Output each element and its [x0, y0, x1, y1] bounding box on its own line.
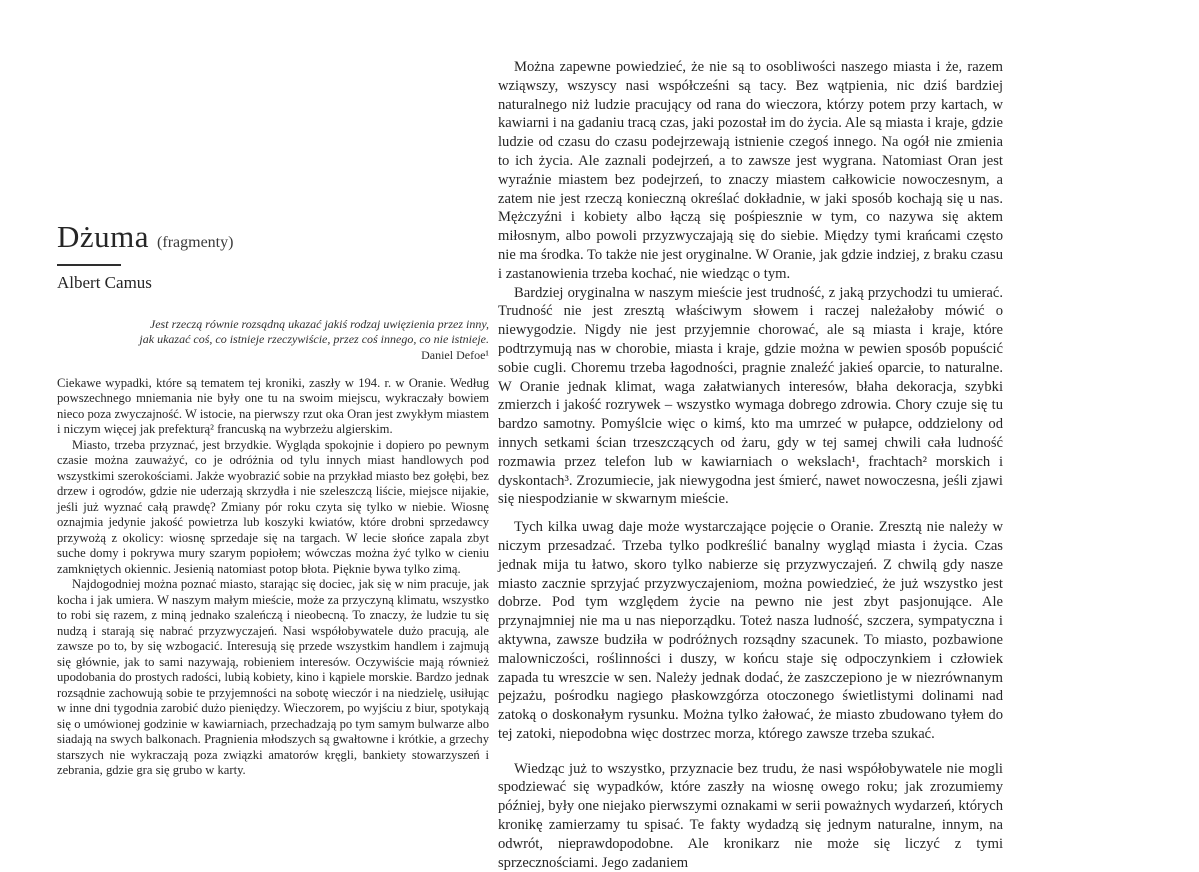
body-paragraph: Najdogodniej można poznać miasto, starając się dociec, jak się w nim pracuje, jak kocha i jak umiera. W naszym małym mieście, może za przyczyną klimatu, wszystko to robi się razem, z miną jednako szaleńczą i nieobecną. To znaczy, że ludzie tu się nudzą i starają się nabrać przyzwyczajeń. Nasi współobywatele dużo pracują, ale zawsze po to, by się wzbogacić. Interesują się przede wszystkim handlem i zajmują się głównie, jak to sami nazywają, robieniem interesów. Oczywiście mają również upodobania do prostych radości, lubią kobiety, kino i kąpiele morskie. Bardzo jednak rozsądnie zachowują sobie te przyjemności na sobotę wieczór i na niedzielę, usiłując w inne dni tygodnia zarobić dużo pieniędzy. Wieczorem, po wyjściu z biur, spotykają się o umówionej godzinie w kawiarniach, przechadzają po tym samym bulwarze albo siadają na swych balkonach. Pragnienia młodszych są gwałtowne i krótkie, a grzechy starszych nie wykraczają poza związki amatorów kręgli, bankiety stowarzyszeń i zebrania, gdzie gra się grubo w karty. — [57, 577, 489, 778]
epigraph — [57, 317, 489, 363]
epigraph-attribution: Daniel Defoe¹ — [421, 347, 489, 362]
left-page-body — [57, 376, 489, 779]
page-title — [57, 220, 489, 252]
epigraph-line-1: Jest rzeczą równie rozsądną ukazać jakiś rodzaj uwięzienia przez inny, — [149, 316, 489, 331]
right-page — [498, 58, 1003, 872]
title-fragments-label: (fragmenty) — [157, 234, 234, 251]
body-paragraph: Wiedząc już to wszystko, przyznacie bez trudu, że nasi współobywatele nie mogli spodziewać się wypadków, które zaszły na wiosnę owego roku; jak zrozumiemy później, były one niejako pierwszymi oznakami w serii poważnych wydarzeń, których kronikę zamierzamy tu spisać. Te fakty wydadzą się jednym naturalne, innym, na odwrót, nieprawdopodobne. Ale kronikarz nie może się liczyć z tymi sprzecznościami. Jego zadaniem — [498, 760, 1003, 871]
epigraph-line-2: jak ukazać coś, co istnieje rzeczywiście, przez coś innego, co nie istnieje. — [139, 331, 489, 346]
author-name: Albert Camus — [57, 273, 152, 292]
title-divider — [57, 264, 121, 266]
body-paragraph: Miasto, trzeba przyznać, jest brzydkie. Wygląda spokojnie i dopiero po pewnym czasie można zauważyć, co je odróżnia od tylu innych miast handlowych pod wszystkimi szerokościami. Jakże wyobrazić sobie na przykład miasto bez gołębi, bez drzew i ogrodów, gdzie nie uderzają skrzydła i nie szeleszczą liście, miejsce nijakie, jeśli już wyznać całą prawdę? Zmiany pór roku czyta się tylko w niebie. Wiosnę oznajmia jedynie jakość powietrza lub koszyki kwiatów, które drobni sprzedawcy przywożą z okolicy: wiosnę sprzedaje się na targach. W lecie słońce zapala zbyt suche domy i pokrywa mury szarym popiołem; wówczas można żyć tylko w cieniu zamkniętych okiennic. Jesienią natomiast potop błota. Pięknie bywa tylko zimą. — [57, 437, 489, 576]
body-paragraph: Ciekawe wypadki, które są tematem tej kroniki, zaszły w 194. r. w Oranie. Według powszechnego mniemania nie były one tu na swoim miejscu, wykraczały bowiem nieco poza zwyczajność. W istocie, na pierwszy rzut oka Oran jest zwykłym miastem i niczym więcej jak prefekturą² francuską na wybrzeżu algierskim. — [57, 375, 489, 437]
body-paragraph: Można zapewne powiedzieć, że nie są to osobliwości naszego miasta i że, razem wziąwszy, wszyscy nasi współcześni są tacy. Bez wątpienia, nic dziś bardziej naturalnego niż ludzie pracujący od rana do wieczora, którzy potem przy kartach, w kawiarni i na gadaniu tracą czas, jaki pozostał im do życia. Ale są miasta i kraje, gdzie ludzie od czasu do czasu podejrzewają istnienie czegoś innego. Na ogół nie zmienia to ich życia. Ale zaznali podejrzeń, a to zawsze jest wygrana. Natomiast Oran jest wyraźnie miastem bez podejrzeń, to znaczy miastem całkowicie nowoczesnym, a zatem nie jest rzeczą konieczną określać dokładnie, w jaki sposób kochają się u nas. Mężczyźni i kobiety albo łączą się pośpiesznie w tym, co nazywa się aktem miłosnym, albo powoli przyzwyczajają się do siebie. Między tymi krańcami często nie ma środka. To także nie jest oryginalne. W Oranie, jak gdzie indziej, z braku czasu i zastanowienia trzeba kochać, nie wiedząc o tym. — [498, 59, 1003, 282]
body-paragraph: Tych kilka uwag daje może wystarczające pojęcie o Oranie. Zresztą nie należy w niczym przesadzać. Trzeba tylko podkreślić banalny wygląd miasta i życia. Czas jednak mija tu łatwo, skoro tylko nabierze się przyzwyczajeń. Z chwilą gdy nasze miasto zacznie sprzyjać przyzwyczajeniom, można powiedzieć, że już wszystko jest dobrze. Pod tym względem życie na pewno nie jest zbyt pasjonujące. Ale przynajmniej nie ma u nas nieporządku. Toteż nasza ludność, szczera, sympatyczna i aktywna, zawsze budziła w podróżnych rozsądny szacunek. To miasto, pozbawione malowniczości, roślinności i duszy, w końcu staje się odpoczynkiem i człowiek zapada tu wreszcie w sen. Należy jednak dodać, że zaszczepiono je w niezrównanym pejzażu, pośrodku nagiego płaskowzgórza otoczonego świetlistymi dolinami nad zatoką o doskonałym rysunku. Można tylko żałować, że miasto zbudowano tyłem do tej zatoki, niepodobna więc dostrzec morza, którego zawsze trzeba szukać. — [498, 519, 1003, 742]
left-page — [57, 220, 489, 779]
title-text: Dżuma — [57, 219, 150, 254]
body-paragraph: Bardziej oryginalna w naszym mieście jest trudność, z jaką przychodzi tu umierać. Trudność nie jest zresztą właściwym słowem i raczej należałoby mówić o niewygodzie. Nigdy nie jest przyjemnie chorować, ale są miasta i kraje, które podtrzymują nas w chorobie, miasta i kraje, gdzie można w pewien sposób popuścić sobie cugli. Choremu trzeba łagodności, pragnie znaleźć jakieś oparcie, to naturalne. W Oranie jednak klimat, waga załatwianych interesów, błaha dekoracja, szybki zmierzch i jakość rozrywek – wszystko wymaga dobrego zdrowia. Chory czuje się tu bardzo samotny. Pomyślcie więc o kimś, kto ma umrzeć w pułapce, oddzielony od innych setkami ścian trzeszczących od żaru, gdy w tej samej chwili cała ludność rozmawia przez telefon lub w kawiarniach o wekslach¹, frachtach² morskich i dyskontach³. Zrozumiecie, jak niewygodna jest śmierć, nawet nowoczesna, jeśli zjawi się niespodzianie w skwarnym mieście. — [498, 284, 1003, 508]
